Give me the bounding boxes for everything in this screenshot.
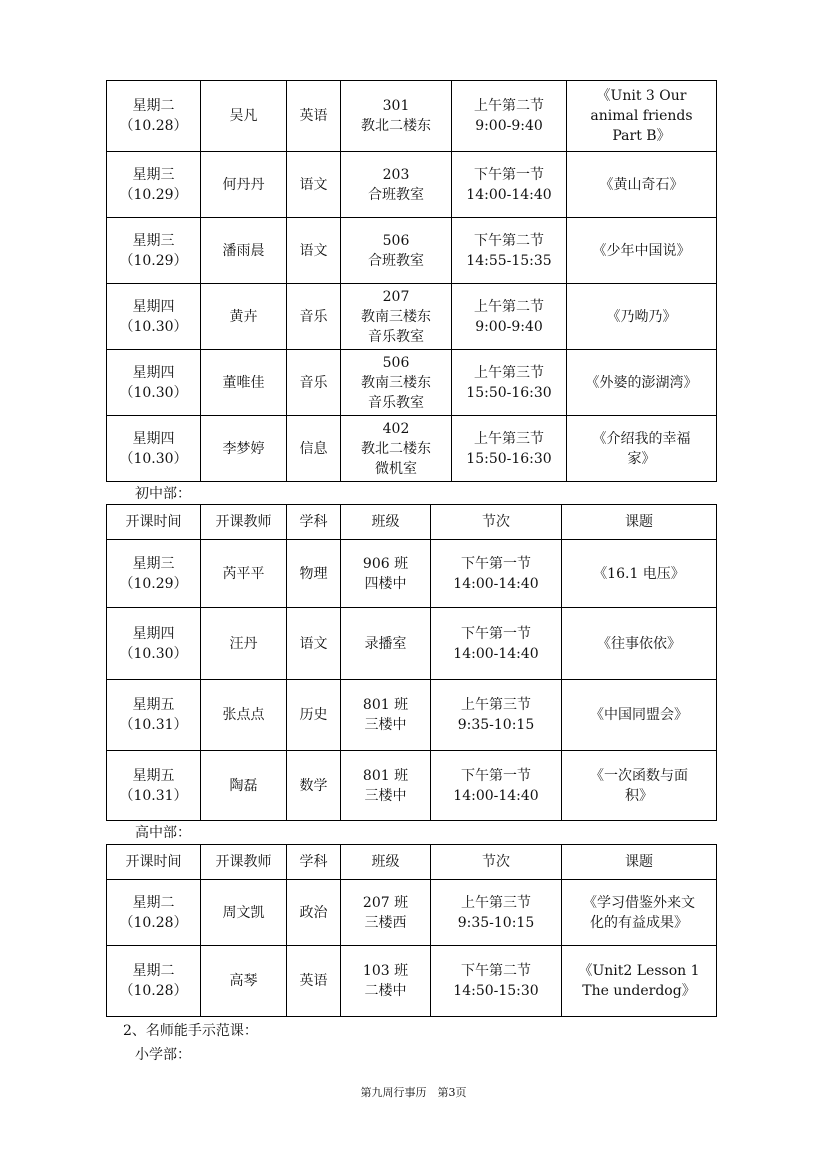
table-cell: 星期二 （10.28）	[107, 81, 201, 152]
table-cell: 《乃呦乃》	[567, 284, 717, 350]
table-cell: 潘雨晨	[201, 218, 287, 284]
table-cell: 下午第一节 14:00-14:40	[431, 608, 562, 680]
column-header: 节次	[431, 845, 562, 880]
table-cell: 《少年中国说》	[567, 218, 717, 284]
table-row	[107, 608, 717, 680]
table-cell: 陶磊	[201, 751, 287, 821]
column-header: 开课教师	[201, 845, 287, 880]
table-cell: 李梦婷	[201, 416, 287, 482]
table-cell: 语文	[287, 152, 341, 218]
table-cell: 906 班 四楼中	[341, 540, 431, 608]
table-cell: 吴凡	[201, 81, 287, 152]
table-cell: 星期四 （10.30）	[107, 608, 201, 680]
table-cell: 下午第一节 14:00-14:40	[431, 540, 562, 608]
column-header: 节次	[431, 505, 562, 540]
table-row	[107, 751, 717, 821]
table-cell: 信息	[287, 416, 341, 482]
table-cell: 《介绍我的幸福 家》	[567, 416, 717, 482]
table-cell: 《学习借鉴外来文 化的有益成果》	[562, 880, 717, 946]
table-cell: 星期三 （10.29）	[107, 218, 201, 284]
table-row	[107, 81, 717, 152]
table-row	[107, 284, 717, 350]
table-cell: 星期四 （10.30）	[107, 350, 201, 416]
table-row	[107, 680, 717, 751]
table-cell: 星期二 （10.28）	[107, 946, 201, 1017]
table-cell: 星期五 （10.31）	[107, 751, 201, 821]
table-cell: 《黄山奇石》	[567, 152, 717, 218]
table-cell: 801 班 三楼中	[341, 680, 431, 751]
table-cell: 星期四 （10.30）	[107, 416, 201, 482]
table-cell: 政治	[287, 880, 341, 946]
table-cell: 上午第三节 9:35-10:15	[431, 880, 562, 946]
column-header: 班级	[341, 845, 431, 880]
column-header: 班级	[341, 505, 431, 540]
table-cell: 黄卉	[201, 284, 287, 350]
table-cell: 芮平平	[201, 540, 287, 608]
table-row	[107, 540, 717, 608]
table-row	[107, 416, 717, 482]
table-cell: 301 教北二楼东	[341, 81, 452, 152]
column-header: 开课时间	[107, 505, 201, 540]
table-cell: 上午第二节 9:00-9:40	[452, 284, 567, 350]
table-cell: 音乐	[287, 350, 341, 416]
table-cell: 英语	[287, 946, 341, 1017]
table-cell: 上午第三节 15:50-16:30	[452, 416, 567, 482]
section-2-title: 2、名师能手示范课：	[123, 1023, 258, 1039]
table-cell: 下午第二节 14:50-15:30	[431, 946, 562, 1017]
table-cell: 103 班 二楼中	[341, 946, 431, 1017]
table-cell: 星期五 （10.31）	[107, 680, 201, 751]
table-cell: 物理	[287, 540, 341, 608]
table-row	[107, 218, 717, 284]
table-cell: 历史	[287, 680, 341, 751]
table-cell: 语文	[287, 218, 341, 284]
table-row	[107, 946, 717, 1017]
table-cell: 录播室	[341, 608, 431, 680]
senior-schedule-table	[106, 844, 717, 1017]
primary-schedule-table	[106, 80, 717, 482]
table-cell: 801 班 三楼中	[341, 751, 431, 821]
table-cell: 《Unit 3 Our animal friends Part B》	[567, 81, 717, 152]
senior-section-label: 高中部：	[135, 825, 191, 841]
table-cell: 下午第一节 14:00-14:40	[431, 751, 562, 821]
table-cell: 音乐	[287, 284, 341, 350]
column-header: 学科	[287, 845, 341, 880]
table-cell: 张点点	[201, 680, 287, 751]
table-cell: 402 教北二楼东 微机室	[341, 416, 452, 482]
table-cell: 《往事依依》	[562, 608, 717, 680]
table-cell: 董唯佳	[201, 350, 287, 416]
table-cell: 《外婆的澎湖湾》	[567, 350, 717, 416]
primary-section-label: 小学部：	[135, 1047, 191, 1063]
table-cell: 《16.1 电压》	[562, 540, 717, 608]
junior-section-label: 初中部：	[135, 486, 191, 502]
table-cell: 上午第三节 15:50-16:30	[452, 350, 567, 416]
table-row	[107, 152, 717, 218]
table-cell: 207 班 三楼西	[341, 880, 431, 946]
table-cell: 上午第三节 9:35-10:15	[431, 680, 562, 751]
table-cell: 何丹丹	[201, 152, 287, 218]
table-cell: 下午第一节 14:00-14:40	[452, 152, 567, 218]
table-cell: 207 教南三楼东 音乐教室	[341, 284, 452, 350]
table-header-row	[107, 845, 717, 880]
column-header: 开课教师	[201, 505, 287, 540]
column-header: 课题	[562, 505, 717, 540]
table-cell: 《Unit2 Lesson 1 The underdog》	[562, 946, 717, 1017]
table-cell: 《中国同盟会》	[562, 680, 717, 751]
junior-schedule-table	[106, 504, 717, 821]
table-cell: 星期二 （10.28）	[107, 880, 201, 946]
table-cell: 英语	[287, 81, 341, 152]
table-cell: 数学	[287, 751, 341, 821]
table-cell: 汪丹	[201, 608, 287, 680]
table-cell: 高琴	[201, 946, 287, 1017]
table-cell: 上午第二节 9:00-9:40	[452, 81, 567, 152]
table-cell: 《一次函数与面 积》	[562, 751, 717, 821]
page-footer: 第九周行事历 第3页	[360, 1086, 467, 1099]
table-cell: 星期三 （10.29）	[107, 540, 201, 608]
table-cell: 周文凯	[201, 880, 287, 946]
table-cell: 下午第二节 14:55-15:35	[452, 218, 567, 284]
table-cell: 星期三 （10.29）	[107, 152, 201, 218]
column-header: 课题	[562, 845, 717, 880]
table-cell: 506 合班教室	[341, 218, 452, 284]
table-cell: 506 教南三楼东 音乐教室	[341, 350, 452, 416]
table-row	[107, 880, 717, 946]
column-header: 学科	[287, 505, 341, 540]
table-cell: 星期四 （10.30）	[107, 284, 201, 350]
table-cell: 语文	[287, 608, 341, 680]
column-header: 开课时间	[107, 845, 201, 880]
table-row	[107, 350, 717, 416]
table-header-row	[107, 505, 717, 540]
table-cell: 203 合班教室	[341, 152, 452, 218]
